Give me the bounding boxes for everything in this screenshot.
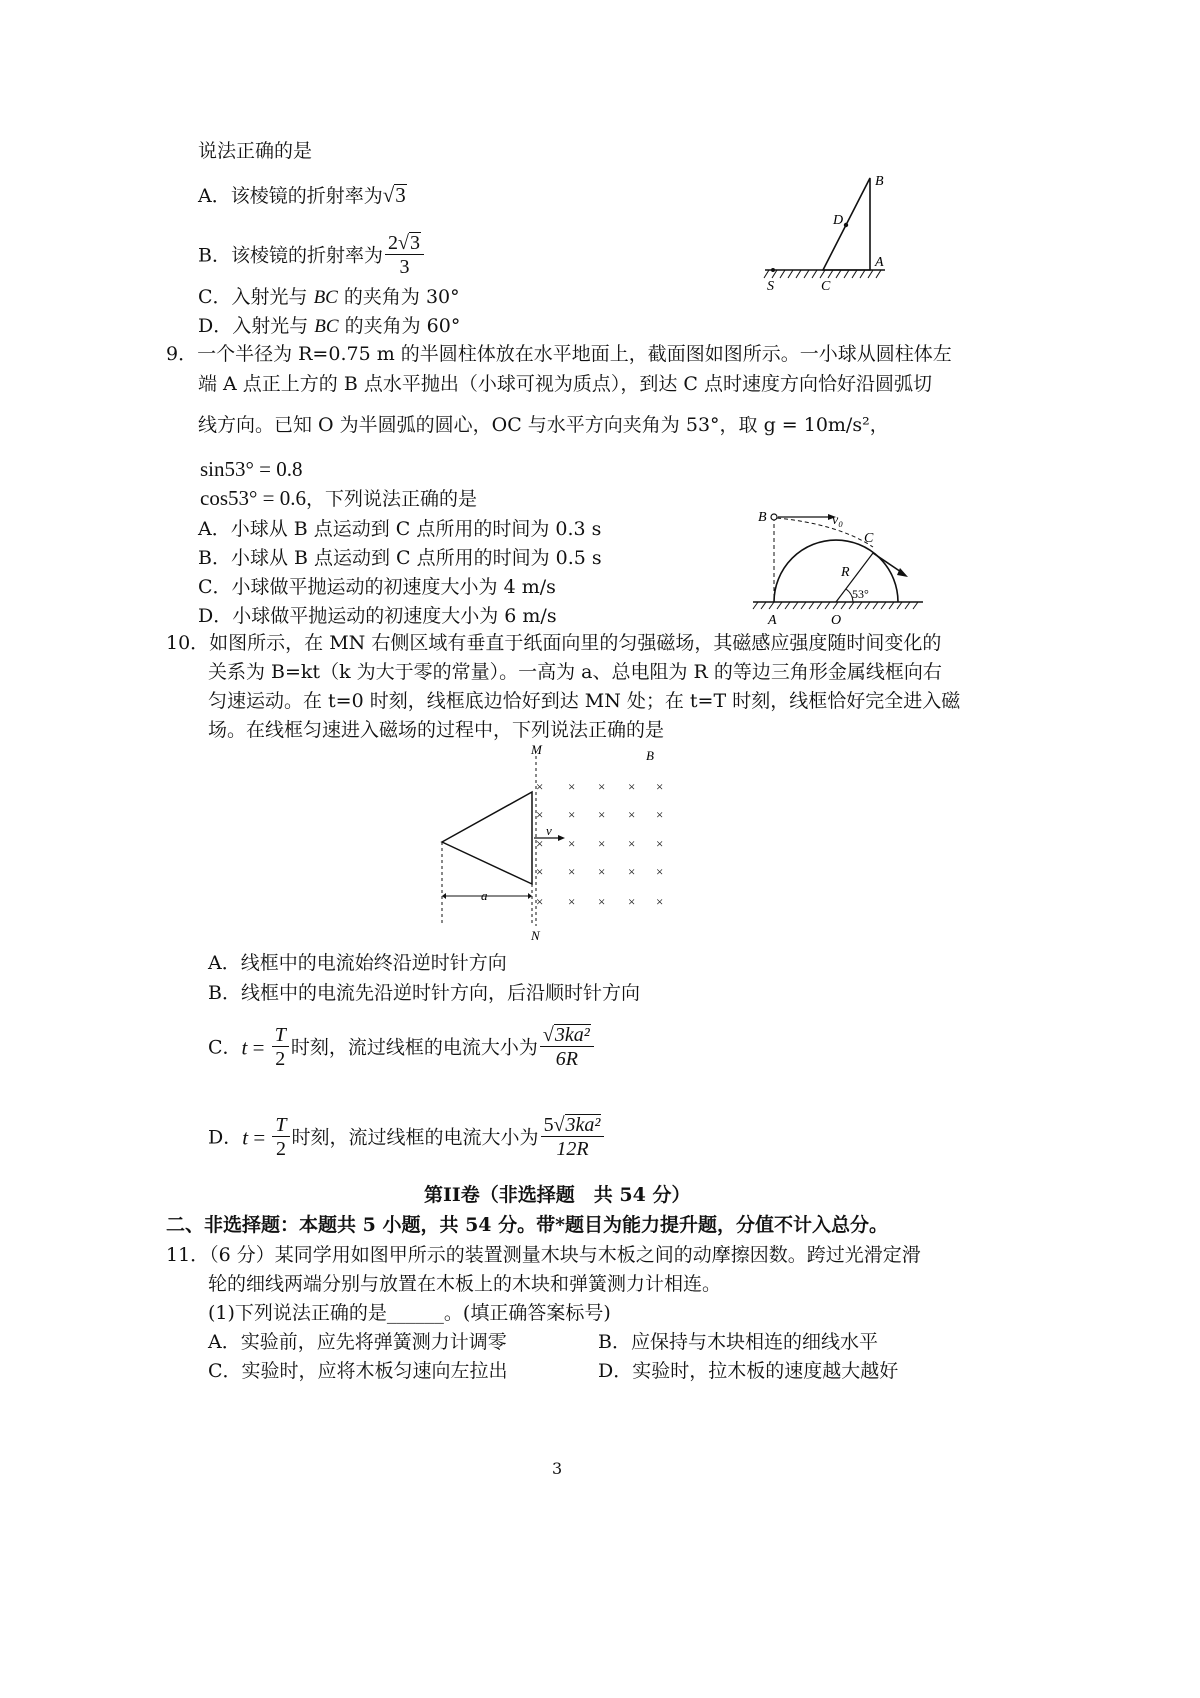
svg-text:×: × — [568, 864, 576, 879]
q9-fig-label-v0: v₀ — [832, 513, 844, 528]
q10-option-d: D．t = $\frac{T}{2}$ 时刻，流过线框的电流大小为 $\frac{\text{5√3ka²}}{12R}$ — [208, 1114, 606, 1170]
svg-text:×: × — [598, 779, 606, 794]
q10-line-1: 10．如图所示，在 MN 右侧区域有垂直于纸面向里的匀强磁场，其磁感应强度随时间变化的 — [166, 632, 942, 654]
q9-cos-line: cos53° = 0.6，下列说法正确的是 — [200, 486, 477, 510]
q10-fig-label-b: B — [646, 748, 654, 763]
q9-fig-label-a: A — [768, 613, 777, 628]
q9-line-2: 端 A 点正上方的 B 点水平抛出（小球可视为质点），到达 C 点时速度方向恰好沿圆弧切 — [198, 373, 932, 395]
q11-option-d: D．实验时，拉木板的速度越大越好 — [598, 1360, 899, 1382]
part2-heading: 二、非选择题：本题共 5 小题，共 54 分。带*题目为能力提升题，分值不计入总分。 — [166, 1214, 889, 1236]
q9-fig-label-angle: 53° — [852, 587, 869, 601]
q9-line-1: 9．一个半径为 R=0.75 m 的半圆柱体放在水平地面上，截面图如图所示。一小球从圆柱体左 — [166, 343, 952, 365]
q9-line-3: 线方向。已知 O 为半圆弧的圆心，OC 与水平方向夹角为 53°，取 g = 10m/s²， — [198, 414, 889, 436]
q10-fig-label-a: a — [481, 888, 488, 903]
q11-line-1: 11．（6 分）某同学用如图甲所示的装置测量木块与木板之间的动摩擦因数。跨过光滑定滑 — [166, 1244, 921, 1266]
svg-text:×: × — [628, 807, 636, 822]
q9-fig-label-o: O — [831, 613, 842, 628]
q9-fig-label-c: C — [864, 531, 874, 546]
q8-option-b-label: B．该棱镜的折射率为 — [198, 244, 383, 267]
q11-line-2: 轮的细线两端分别与放置在木板上的木块和弹簧测力计相连。 — [208, 1273, 722, 1295]
q8-option-a-label: A．该棱镜的折射率为 — [198, 185, 383, 207]
q10-option-c-fraction: $\frac{\text{√3ka²}}{6R}$ — [540, 1024, 594, 1071]
svg-text:×: × — [628, 894, 636, 909]
svg-text:×: × — [628, 836, 636, 851]
q8-fig-label-b: B — [875, 174, 884, 189]
q10-magnetic-field-figure — [432, 744, 682, 944]
svg-text:×: × — [656, 836, 664, 851]
svg-text:×: × — [628, 779, 636, 794]
svg-text:×: × — [628, 864, 636, 879]
q9-sin: sin53° = 0.8 — [200, 457, 303, 481]
q11-option-c: C．实验时，应将木板匀速向左拉出 — [208, 1360, 508, 1382]
svg-text:×: × — [656, 779, 664, 794]
q11-option-a: A．实验前，应先将弹簧测力计调零 — [208, 1331, 507, 1353]
q8-prism-figure — [755, 168, 895, 298]
q8-fig-label-s: S — [767, 279, 774, 294]
svg-text:×: × — [598, 864, 606, 879]
q9-option-d: D．小球做平抛运动的初速度大小为 6 m/s — [198, 605, 557, 627]
q8-fig-label-c: C — [821, 279, 831, 294]
q10-line-2: 关系为 B=kt（k 为大于零的常量）。一高为 a、总电阻为 R 的等边三角形金属线框向右 — [208, 661, 942, 683]
svg-text:×: × — [568, 779, 576, 794]
svg-text:×: × — [536, 807, 544, 822]
svg-text:×: × — [598, 894, 606, 909]
svg-text:×: × — [656, 864, 664, 879]
q8-option-a-value: √3 — [382, 183, 406, 207]
q8-option-a — [198, 182, 407, 209]
q9-semicircle-figure — [748, 502, 928, 632]
page-number: 3 — [552, 1459, 563, 1478]
q10-fig-label-m: M — [531, 744, 542, 757]
svg-text:×: × — [536, 836, 544, 851]
svg-text:×: × — [598, 807, 606, 822]
svg-text:×: × — [536, 894, 544, 909]
q10-option-a: A．线框中的电流始终沿逆时针方向 — [208, 952, 507, 974]
svg-text:×: × — [568, 894, 576, 909]
q8-option-c: C．入射光与 BC 的夹角为 30° — [198, 286, 460, 308]
q8-option-b — [198, 232, 426, 288]
q8-option-b-fraction: $\frac{2√3}{3}$ — [385, 232, 424, 279]
svg-text:×: × — [598, 836, 606, 851]
q11-option-b: B．应保持与木块相连的细线水平 — [598, 1331, 878, 1353]
q9-fig-label-r: R — [841, 565, 850, 580]
q8-fig-label-d: D — [833, 213, 844, 228]
q10-fig-label-n: N — [531, 928, 540, 943]
q10-option-d-fraction: $\frac{\text{5√3ka²}}{12R}$ — [541, 1114, 605, 1161]
q9-option-c: C．小球做平抛运动的初速度大小为 4 m/s — [198, 576, 556, 598]
q10-option-c: C．t = $\frac{T}{2}$ 时刻，流过线框的电流大小为 $\frac{\text{√3ka²}}{6R}$ — [208, 1024, 596, 1080]
q10-line-4: 场。在线框匀速进入磁场的过程中，下列说法正确的是 — [208, 719, 665, 741]
svg-text:×: × — [536, 864, 544, 879]
svg-text:×: × — [568, 836, 576, 851]
part2-title: 第II卷（非选择题 共 54 分） — [424, 1184, 691, 1206]
q8-option-d: D．入射光与 BC 的夹角为 60° — [198, 315, 461, 337]
svg-text:×: × — [568, 807, 576, 822]
q10-option-b: B．线框中的电流先沿逆时针方向，后沿顺时针方向 — [208, 982, 640, 1004]
q10-line-3: 匀速运动。在 t=0 时刻，线框底边恰好到达 MN 处；在 t=T 时刻，线框恰好完全进入磁 — [208, 690, 961, 712]
q8-stem-tail: 说法正确的是 — [198, 140, 313, 162]
q10-fig-label-v: v — [546, 823, 552, 838]
q11-subquestion-1: (1)下列说法正确的是______。(填正确答案标号) — [208, 1302, 611, 1324]
q9-option-b: B．小球从 B 点运动到 C 点所用的时间为 0.5 s — [198, 547, 602, 569]
q8-fig-label-a: A — [875, 255, 884, 270]
q9-fig-label-b: B — [758, 510, 767, 525]
svg-text:×: × — [536, 779, 544, 794]
q9-option-a: A．小球从 B 点运动到 C 点所用的时间为 0.3 s — [198, 518, 602, 540]
svg-text:×: × — [656, 894, 664, 909]
svg-text:×: × — [656, 807, 664, 822]
